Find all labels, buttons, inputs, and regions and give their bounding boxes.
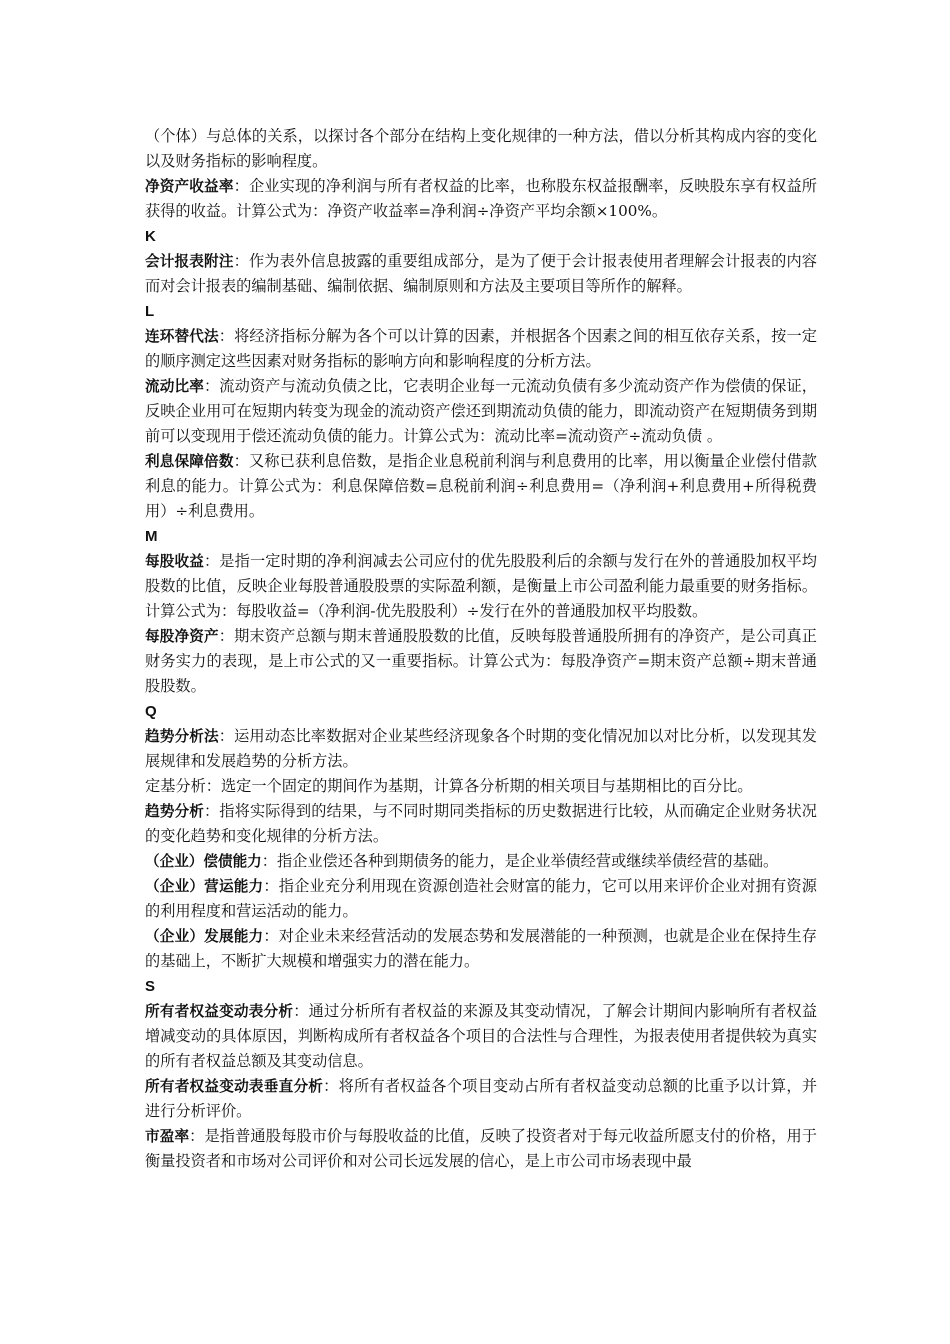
glossary-definition: ：指企业充分利用现在资源创造社会财富的能力，它可以用来评价企业对拥有资源的利用程度和营运活动的能力。 xyxy=(145,877,817,920)
glossary-term: 市盈率 xyxy=(145,1128,190,1145)
glossary-definition: ：将经济指标分解为各个可以计算的因素，并根据各个因素之间的相互依存关系，按一定的顺序测定这些因素对财务指标的影响方向和影响程度的分析方法。 xyxy=(145,327,817,370)
glossary-term: 每股收益 xyxy=(145,553,204,570)
glossary-term: 每股净资产 xyxy=(145,628,219,645)
glossary-entry xyxy=(145,374,817,449)
glossary-term: 连环替代法 xyxy=(145,328,219,345)
section-letter-heading: Q xyxy=(145,703,157,720)
glossary-definition: ：对企业未来经营活动的发展态势和发展潜能的一种预测，也就是企业在保持生存的基础上，不断扩大规模和增强实力的潜在能力。 xyxy=(145,927,817,970)
glossary-term: 所有者权益变动表分析 xyxy=(145,1003,294,1020)
glossary-entry xyxy=(145,124,817,174)
section-letter-heading: K xyxy=(145,228,156,245)
glossary-term: 所有者权益变动表垂直分析 xyxy=(145,1078,324,1095)
section-letter-heading: L xyxy=(145,303,155,320)
glossary-entry xyxy=(145,324,817,374)
glossary-definition: ：是指一定时期的净利润减去公司应付的优先股股利后的余额与发行在外的普通股加权平均股数的比值，反映企业每股普通股股票的实际盈利额，是衡量上市公司盈利能力最重要的财务指标。计算公式为：每股收益=（净利润-优先股股利）÷发行在外的普通股加权平均股数。 xyxy=(145,552,817,620)
glossary-term: （企业）营运能力 xyxy=(145,878,264,895)
document-body xyxy=(145,124,817,1174)
glossary-definition: ：期末资产总额与期末普通股股数的比值，反映每股普通股所拥有的净资产，是公司真正财务实力的表现，是上市公式的又一重要指标。计算公式为：每股净资产=期末资产总额÷期末普通股股数。 xyxy=(145,627,817,695)
glossary-definition: ：将所有者权益各个项目变动占所有者权益变动总额的比重予以计算，并进行分析评价。 xyxy=(145,1077,818,1120)
section-letter-heading: S xyxy=(145,978,156,995)
glossary-entry xyxy=(145,1124,817,1174)
glossary-entry xyxy=(145,449,817,524)
section-letter-heading: M xyxy=(145,528,158,545)
glossary-term: （企业）发展能力 xyxy=(145,928,264,945)
glossary-term: 会计报表附注 xyxy=(145,253,234,270)
glossary-term: 趋势分析法 xyxy=(145,728,219,745)
glossary-definition: ：企业实现的净利润与所有者权益的比率，也称股东权益报酬率，反映股东享有权益所获得的收益。计算公式为：净资产收益率=净利润÷净资产平均余额×100%。 xyxy=(145,177,817,220)
glossary-entry xyxy=(145,849,817,874)
glossary-entry xyxy=(145,724,817,774)
glossary-definition: ：是指普通股每股市价与每股收益的比值，反映了投资者对于每元收益所愿支付的价格，用于衡量投资者和市场对公司评价和对公司长远发展的信心，是上市公司市场表现中最 xyxy=(145,1127,817,1170)
glossary-definition: ：通过分析所有者权益的来源及其变动情况，了解会计期间内影响所有者权益增减变动的具体原因，判断构成所有者权益各个项目的合法性与合理性，为报表使用者提供较为真实的所有者权益总额及其变动信息。 xyxy=(145,1002,818,1070)
glossary-definition: ：作为表外信息披露的重要组成部分，是为了便于会计报表使用者理解会计报表的内容而对会计报表的编制基础、编制依据、编制原则和方法及主要项目等所作的解释。 xyxy=(145,252,817,295)
glossary-definition: （个体）与总体的关系，以探讨各个部分在结构上变化规律的一种方法，借以分析其构成内容的变化以及财务指标的影响程度。 xyxy=(145,127,817,170)
glossary-term: 流动比率 xyxy=(145,378,204,395)
glossary-entry xyxy=(145,1074,817,1124)
glossary-entry xyxy=(145,249,817,299)
glossary-definition: ：指将实际得到的结果，与不同时期同类指标的历史数据进行比较，从而确定企业财务状况的变化趋势和变化规律的分析方法。 xyxy=(145,802,817,845)
glossary-definition: ：流动资产与流动负债之比，它表明企业每一元流动负债有多少流动资产作为偿债的保证，反映企业用可在短期内转变为现金的流动资产偿还到期流动负债的能力，即流动资产在短期债务到期前可以变现用于偿还流动负债的能力。计算公式为：流动比率=流动资产÷流动负债 。 xyxy=(145,377,817,445)
glossary-entry xyxy=(145,999,817,1074)
glossary-entry xyxy=(145,624,817,699)
glossary-entry xyxy=(145,774,817,799)
glossary-term: 净资产收益率 xyxy=(145,178,234,195)
glossary-entry xyxy=(145,799,817,849)
glossary-definition: ：又称已获利息倍数，是指企业息税前利润与利息费用的比率，用以衡量企业偿付借款利息的能力。计算公式为：利息保障倍数=息税前利润÷利息费用=（净利润+利息费用+所得税费用）÷利息费用。 xyxy=(145,452,817,520)
glossary-entry xyxy=(145,924,817,974)
glossary-entry xyxy=(145,874,817,924)
glossary-definition: 定基分析：选定一个固定的期间作为基期，计算各分析期的相关项目与基期相比的百分比。 xyxy=(145,777,753,795)
glossary-entry xyxy=(145,549,817,624)
glossary-term: 利息保障倍数 xyxy=(145,453,234,470)
glossary-term: 趋势分析 xyxy=(145,803,204,820)
glossary-term: （企业）偿债能力 xyxy=(145,853,262,870)
glossary-definition: ：指企业偿还各种到期债务的能力，是企业举债经营或继续举债经营的基础。 xyxy=(261,852,779,870)
glossary-entry xyxy=(145,174,817,224)
glossary-definition: ：运用动态比率数据对企业某些经济现象各个时期的变化情况加以对比分析，以发现其发展规律和发展趋势的分析方法。 xyxy=(145,727,817,770)
